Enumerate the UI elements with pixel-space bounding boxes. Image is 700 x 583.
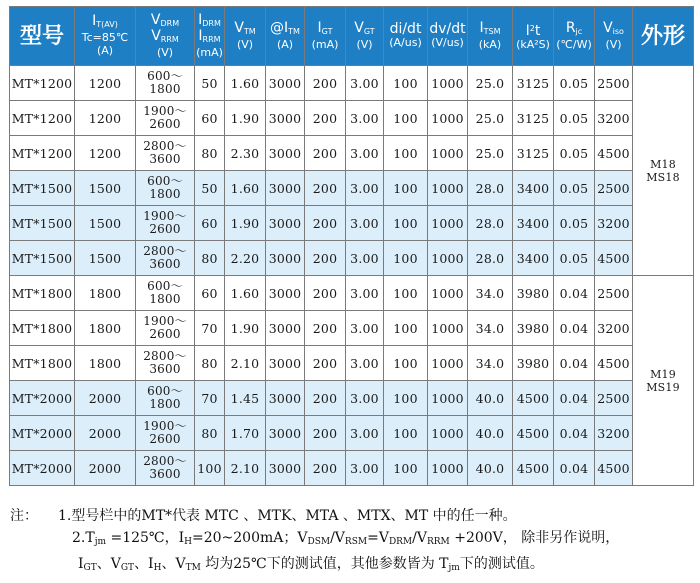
cell-didt: 100 [384,206,428,241]
cell-idrm: 80 [195,136,225,171]
cell-it: 2000 [75,451,136,486]
cell-package: M18 MS18 [633,66,694,276]
cell-package: M19 MS19 [633,276,694,486]
cell-rjc: 0.05 [554,66,595,101]
cell-atm: 3000 [266,66,305,101]
cell-atm: 3000 [266,206,305,241]
cell-itsm: 40.0 [468,451,513,486]
cell-it: 1200 [75,66,136,101]
cell-itsm: 34.0 [468,311,513,346]
cell-itsm: 34.0 [468,276,513,311]
cell-vtm: 1.60 [225,171,266,206]
spec-table [9,6,694,486]
cell-vdrm: 1900～ 2600 [136,416,195,451]
cell-dvdt: 1000 [428,276,468,311]
cell-dvdt: 1000 [428,451,468,486]
cell-vgt: 3.00 [346,206,384,241]
cell-vdrm: 600～ 1800 [136,276,195,311]
cell-itsm: 25.0 [468,136,513,171]
cell-itsm: 25.0 [468,101,513,136]
cell-viso: 4500 [595,136,633,171]
cell-it: 2000 [75,381,136,416]
cell-idrm: 60 [195,206,225,241]
cell-vgt: 3.00 [346,136,384,171]
cell-idrm: 60 [195,101,225,136]
cell-vdrm: 600～ 1800 [136,381,195,416]
cell-atm: 3000 [266,101,305,136]
cell-didt: 100 [384,276,428,311]
cell-rjc: 0.04 [554,381,595,416]
cell-model: MT*1800 [10,276,75,311]
cell-model: MT*1500 [10,206,75,241]
table-row [10,381,694,416]
cell-dvdt: 1000 [428,206,468,241]
cell-itsm: 40.0 [468,416,513,451]
cell-idrm: 80 [195,416,225,451]
cell-it: 1200 [75,101,136,136]
table-row [10,276,694,311]
header-row [10,7,694,66]
cell-vgt: 3.00 [346,346,384,381]
cell-model: MT*1200 [10,66,75,101]
cell-vtm: 1.60 [225,66,266,101]
cell-igt: 200 [305,171,346,206]
cell-rjc: 0.04 [554,346,595,381]
cell-rjc: 0.04 [554,311,595,346]
cell-atm: 3000 [266,171,305,206]
cell-didt: 100 [384,136,428,171]
notes [10,505,690,579]
cell-idrm: 80 [195,241,225,276]
cell-atm: 3000 [266,311,305,346]
cell-itsm: 40.0 [468,381,513,416]
cell-rjc: 0.05 [554,241,595,276]
cell-it: 1200 [75,136,136,171]
cell-rjc: 0.04 [554,416,595,451]
cell-atm: 3000 [266,136,305,171]
table-row [10,66,694,101]
table-row [10,451,694,486]
cell-atm: 3000 [266,451,305,486]
cell-vgt: 3.00 [346,241,384,276]
cell-vgt: 3.00 [346,311,384,346]
cell-atm: 3000 [266,241,305,276]
cell-dvdt: 1000 [428,171,468,206]
cell-idrm: 70 [195,381,225,416]
cell-idrm: 50 [195,66,225,101]
table-row [10,171,694,206]
cell-vtm: 1.60 [225,276,266,311]
cell-rjc: 0.04 [554,276,595,311]
cell-it: 1500 [75,241,136,276]
cell-dvdt: 1000 [428,416,468,451]
header-atm: $@I_{TM}$ (A) [266,7,305,66]
cell-vdrm: 1900～ 2600 [136,206,195,241]
table-row [10,136,694,171]
cell-didt: 100 [384,416,428,451]
cell-model: MT*1800 [10,311,75,346]
header-igt: $I_{GT}$ (mA) [305,7,346,66]
cell-rjc: 0.05 [554,136,595,171]
header-i2t: $I^2t$ (kA²S) [513,7,554,66]
table-body [10,66,694,486]
cell-vtm: 1.90 [225,311,266,346]
cell-vgt: 3.00 [346,381,384,416]
cell-vtm: 2.10 [225,346,266,381]
cell-model: MT*1500 [10,171,75,206]
cell-it: 1500 [75,171,136,206]
cell-rjc: 0.05 [554,171,595,206]
cell-it: 1800 [75,276,136,311]
cell-rjc: 0.05 [554,206,595,241]
cell-vtm: 1.90 [225,206,266,241]
cell-vgt: 3.00 [346,171,384,206]
note-3-text: IGT、VGT、IH、VTM 均为25℃下的测试值，其他参数皆为 Tjm下的测试值。 [78,556,544,573]
cell-viso: 4500 [595,346,633,381]
table-row [10,346,694,381]
header-pkg: 外形 [633,7,694,66]
cell-igt: 200 [305,416,346,451]
cell-model: MT*2000 [10,451,75,486]
cell-atm: 3000 [266,346,305,381]
cell-vdrm: 600～ 1800 [136,66,195,101]
cell-itsm: 28.0 [468,171,513,206]
cell-vdrm: 2800～ 3600 [136,451,195,486]
cell-idrm: 50 [195,171,225,206]
header-vtm: $V_{TM}$ (V) [225,7,266,66]
note-line-3 [10,553,690,579]
cell-igt: 200 [305,276,346,311]
note-2-text: 2.Tjm =125℃，IH=20~200mA；VDSM/VRSM=VDRM/VRRM +200V， 除非另作说明， [72,530,620,547]
cell-viso: 2500 [595,276,633,311]
cell-rjc: 0.04 [554,451,595,486]
cell-vgt: 3.00 [346,66,384,101]
cell-didt: 100 [384,66,428,101]
cell-igt: 200 [305,451,346,486]
header-it: $I_{T(AV)}$ Tc=85℃ (A) [75,7,136,66]
cell-vtm: 2.20 [225,241,266,276]
cell-i2t: 3980 [513,346,554,381]
cell-atm: 3000 [266,416,305,451]
cell-idrm: 80 [195,346,225,381]
note-line-1 [10,505,690,527]
cell-i2t: 3980 [513,276,554,311]
cell-vtm: 1.45 [225,381,266,416]
cell-itsm: 25.0 [468,66,513,101]
cell-igt: 200 [305,101,346,136]
cell-i2t: 3400 [513,206,554,241]
cell-viso: 3200 [595,101,633,136]
cell-vdrm: 2800～ 3600 [136,136,195,171]
cell-viso: 2500 [595,171,633,206]
header-rjc: $R_{jc}$ (℃/W) [554,7,595,66]
cell-model: MT*1800 [10,346,75,381]
cell-i2t: 3125 [513,101,554,136]
cell-vdrm: 1900～ 2600 [136,101,195,136]
cell-vdrm: 1900～ 2600 [136,311,195,346]
cell-igt: 200 [305,66,346,101]
cell-viso: 3200 [595,311,633,346]
header-didt: di/dt (A/us) [384,7,428,66]
note-1-text: 1.型号栏中的MT*代表 MTC 、MTK、MTA 、MTX、MT 中的任一种。 [58,508,517,524]
cell-vdrm: 600～ 1800 [136,171,195,206]
cell-didt: 100 [384,311,428,346]
cell-igt: 200 [305,381,346,416]
cell-didt: 100 [384,241,428,276]
cell-rjc: 0.05 [554,101,595,136]
cell-dvdt: 1000 [428,311,468,346]
header-idrm: $I_{DRM}$ $I_{RRM}$ (mA) [195,7,225,66]
cell-model: MT*1200 [10,136,75,171]
table-row [10,241,694,276]
cell-didt: 100 [384,346,428,381]
cell-igt: 200 [305,136,346,171]
cell-vtm: 1.70 [225,416,266,451]
cell-igt: 200 [305,346,346,381]
cell-viso: 2500 [595,66,633,101]
cell-vdrm: 2800～ 3600 [136,241,195,276]
header-vdrm: $V_{DRM}$ $V_{RRM}$ (V) [136,7,195,66]
cell-itsm: 34.0 [468,346,513,381]
cell-didt: 100 [384,101,428,136]
cell-idrm: 60 [195,276,225,311]
cell-atm: 3000 [266,276,305,311]
cell-idrm: 70 [195,311,225,346]
cell-it: 1500 [75,206,136,241]
cell-vtm: 1.90 [225,101,266,136]
cell-i2t: 4500 [513,451,554,486]
cell-viso: 3200 [595,206,633,241]
cell-i2t: 3400 [513,241,554,276]
cell-igt: 200 [305,241,346,276]
cell-itsm: 28.0 [468,206,513,241]
cell-vtm: 2.30 [225,136,266,171]
cell-viso: 3200 [595,416,633,451]
cell-i2t: 3980 [513,311,554,346]
table-row [10,206,694,241]
header-vgt: $V_{GT}$ (V) [346,7,384,66]
note-line-2 [10,527,690,553]
cell-itsm: 28.0 [468,241,513,276]
cell-dvdt: 1000 [428,136,468,171]
cell-model: MT*1200 [10,101,75,136]
cell-vgt: 3.00 [346,276,384,311]
table-row [10,101,694,136]
cell-viso: 4500 [595,241,633,276]
cell-dvdt: 1000 [428,241,468,276]
cell-i2t: 3125 [513,136,554,171]
cell-dvdt: 1000 [428,346,468,381]
cell-vgt: 3.00 [346,416,384,451]
cell-it: 1800 [75,311,136,346]
cell-vgt: 3.00 [346,451,384,486]
cell-vgt: 3.00 [346,101,384,136]
cell-didt: 100 [384,381,428,416]
header-viso: $V_{iso}$ (V) [595,7,633,66]
cell-i2t: 4500 [513,416,554,451]
table-row [10,416,694,451]
cell-model: MT*2000 [10,416,75,451]
header-dvdt: dv/dt (V/us) [428,7,468,66]
cell-it: 1800 [75,346,136,381]
cell-i2t: 3400 [513,171,554,206]
cell-didt: 100 [384,171,428,206]
cell-dvdt: 1000 [428,381,468,416]
header-itsm: $I_{TSM}$ (kA) [468,7,513,66]
cell-i2t: 3125 [513,66,554,101]
header-model: 型号 [10,7,75,66]
cell-idrm: 100 [195,451,225,486]
table-row [10,311,694,346]
cell-viso: 4500 [595,451,633,486]
cell-igt: 200 [305,206,346,241]
cell-model: MT*1500 [10,241,75,276]
cell-dvdt: 1000 [428,101,468,136]
cell-dvdt: 1000 [428,66,468,101]
cell-vtm: 2.10 [225,451,266,486]
cell-i2t: 4500 [513,381,554,416]
cell-it: 2000 [75,416,136,451]
cell-igt: 200 [305,311,346,346]
cell-vdrm: 2800～ 3600 [136,346,195,381]
cell-model: MT*2000 [10,381,75,416]
cell-viso: 2500 [595,381,633,416]
cell-atm: 3000 [266,381,305,416]
cell-didt: 100 [384,451,428,486]
note-label: 注： [10,508,38,524]
